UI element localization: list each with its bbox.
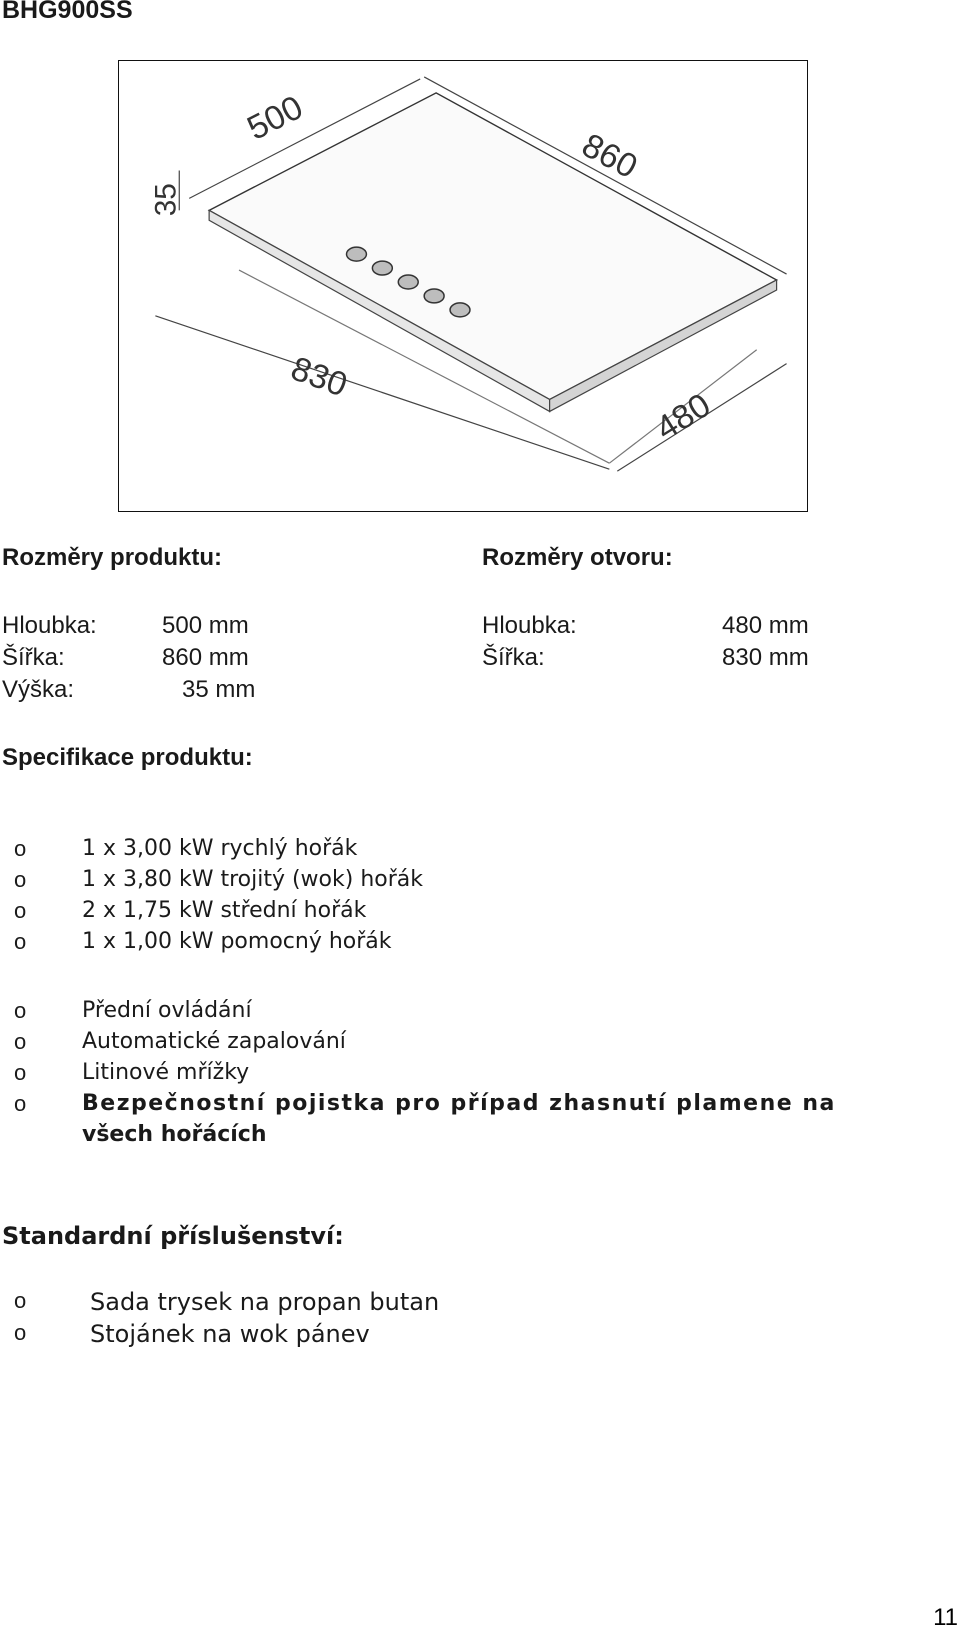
cutout-width-label: Šířka: — [482, 644, 545, 671]
bullet-icon: o — [14, 1288, 27, 1313]
feature-list — [0, 998, 960, 1153]
knob-3 — [398, 275, 418, 289]
product-width-value: 860 mm — [162, 644, 249, 671]
product-height-label: Výška: — [2, 676, 75, 703]
bullet-icon: o — [14, 1029, 27, 1054]
list-item: o Stojánek na wok pánev — [14, 1320, 370, 1348]
product-depth-value: 500 mm — [162, 612, 249, 639]
burner-list — [0, 836, 960, 960]
cutout-depth-label: Hloubka: — [482, 612, 577, 639]
hob-dimension-drawing — [118, 60, 808, 512]
knob-1 — [347, 247, 367, 261]
bullet-icon: o — [14, 898, 27, 923]
product-height-value: 35 mm — [182, 676, 256, 703]
cutout-dimensions-heading: Rozměry otvoru: — [482, 544, 673, 571]
label-500: 500 — [241, 88, 309, 148]
product-width-label: Šířka: — [2, 644, 65, 671]
product-dimensions-heading: Rozměry produktu: — [2, 544, 223, 571]
list-item: o Přední ovládání — [14, 998, 252, 1023]
bullet-icon: o — [14, 1060, 27, 1085]
dimension-diagram — [119, 61, 807, 511]
knob-2 — [372, 261, 392, 275]
list-item-safety — [0, 1091, 960, 1153]
cutout-width-row — [482, 644, 842, 676]
page-number: 11 — [933, 1604, 958, 1631]
bullet-icon: o — [14, 998, 27, 1023]
list-item: o 1 x 3,80 kW trojitý (wok) hořák — [14, 867, 423, 892]
list-item: o 1 x 1,00 kW pomocný hořák — [14, 929, 392, 954]
cutout-width-value: 830 mm — [722, 644, 809, 671]
accessories-heading: Standardní příslušenství: — [2, 1222, 344, 1250]
specification-heading: Specifikace produktu: — [2, 744, 253, 771]
label-480: 480 — [649, 385, 718, 449]
knob-5 — [450, 303, 470, 317]
hob-top-surface — [209, 93, 776, 400]
bullet-icon: o — [14, 929, 27, 954]
product-depth-label: Hloubka: — [2, 612, 97, 639]
list-item: o 1 x 3,00 kW rychlý hořák — [14, 836, 358, 861]
list-item: o 2 x 1,75 kW střední hořák — [14, 898, 367, 923]
bullet-icon: o — [14, 836, 27, 861]
cutout-depth-row — [482, 612, 842, 644]
knob-4 — [424, 289, 444, 303]
bullet-icon: o — [14, 1320, 27, 1345]
list-item: o Sada trysek na propan butan — [14, 1288, 440, 1316]
safety-line-2: všech hořácích — [82, 1122, 267, 1147]
label-860: 860 — [575, 126, 644, 187]
bullet-icon: o — [14, 1091, 27, 1116]
model-title: BHG900SS — [2, 0, 133, 24]
list-item: o Litinové mřížky — [14, 1060, 250, 1085]
product-height-row — [2, 676, 302, 708]
label-35: 35 — [149, 183, 183, 217]
product-depth-row — [2, 612, 302, 644]
bullet-icon: o — [14, 867, 27, 892]
accessories-list — [0, 1288, 960, 1352]
cutout-depth-value: 480 mm — [722, 612, 809, 639]
list-item: o Automatické zapalování — [14, 1029, 346, 1054]
label-830: 830 — [286, 349, 353, 405]
product-width-row — [2, 644, 302, 676]
safety-line-1: Bezpečnostní pojistka pro případ zhasnutí plamene na — [82, 1091, 836, 1116]
